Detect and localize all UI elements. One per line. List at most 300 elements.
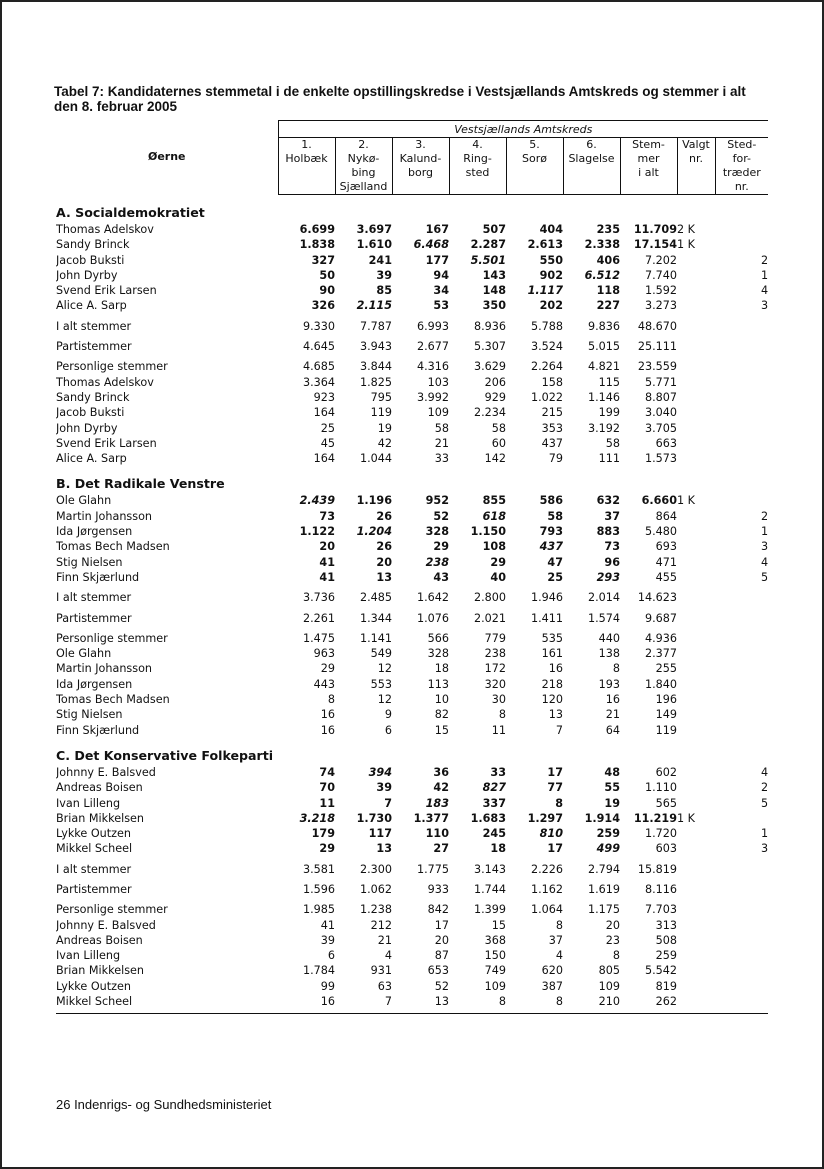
- value-cell: 2.287: [470, 238, 506, 252]
- personal-row: [56, 436, 768, 451]
- candidate-name: John Dyrby: [56, 421, 118, 435]
- value-cell: 238: [425, 555, 449, 569]
- sted-cell: 1: [760, 525, 769, 539]
- candidate-name: Andreas Boisen: [56, 781, 143, 795]
- header-col-6: [563, 138, 620, 195]
- candidate-name: Svend Erik Larsen: [56, 284, 157, 298]
- value-cell: 320: [484, 677, 506, 691]
- table-body: [56, 195, 768, 1014]
- valgt-cell: [677, 646, 715, 661]
- value-cell: 902: [539, 268, 563, 282]
- value-cell: 4: [555, 949, 563, 963]
- sted-cell: [715, 994, 768, 1009]
- value-cell: 20: [434, 933, 449, 947]
- value-cell: 183: [425, 796, 449, 810]
- value-cell: 30: [491, 693, 506, 707]
- value-cell: 328: [427, 647, 449, 661]
- header-col-line: [279, 180, 335, 194]
- total-cell: 7.740: [644, 268, 677, 282]
- valgt-cell: [677, 979, 715, 994]
- value-cell: 931: [370, 964, 392, 978]
- value-cell: 1.150: [470, 525, 506, 539]
- value-cell: 632: [596, 494, 620, 508]
- value-cell: 1.596: [302, 882, 335, 896]
- value-cell: 241: [368, 253, 392, 267]
- value-cell: 73: [319, 509, 335, 523]
- value-cell: 52: [434, 979, 449, 993]
- total-cell: 3.040: [644, 406, 677, 420]
- value-cell: 4: [384, 949, 392, 963]
- personal-row: [56, 963, 768, 978]
- candidate-row: [56, 268, 768, 283]
- value-cell: 8: [498, 995, 506, 1009]
- total-cell: 1.110: [644, 781, 677, 795]
- valgt-cell: [677, 283, 715, 298]
- table-bottom-rule: [56, 1009, 768, 1014]
- value-cell: 586: [539, 494, 563, 508]
- candidate-name: Stig Nielsen: [56, 555, 123, 569]
- value-cell: 18: [434, 662, 449, 676]
- party-name: A. Socialdemokratiet: [56, 205, 205, 220]
- i-alt-row: [56, 862, 768, 877]
- value-cell: 26: [376, 509, 392, 523]
- value-cell: 212: [370, 918, 392, 932]
- personal-row: [56, 405, 768, 420]
- candidate-row: [56, 524, 768, 539]
- value-cell: 5.788: [530, 319, 563, 333]
- header-col-line: Stem-: [632, 138, 665, 151]
- candidate-row: [56, 780, 768, 795]
- sted-cell: [715, 436, 768, 451]
- value-cell: 19: [377, 421, 392, 435]
- value-cell: 293: [596, 570, 620, 584]
- header-col-line: 6.: [586, 138, 597, 151]
- value-cell: 79: [548, 452, 563, 466]
- value-cell: 2.261: [302, 611, 335, 625]
- value-cell: 29: [319, 842, 335, 856]
- header-row-label: Øerne: [147, 149, 186, 163]
- value-cell: 507: [482, 223, 506, 236]
- sted-cell: [715, 902, 768, 917]
- value-cell: 206: [484, 375, 506, 389]
- value-cell: 113: [427, 677, 449, 691]
- valgt-cell: 1 K: [677, 494, 696, 508]
- value-cell: 99: [320, 979, 335, 993]
- value-cell: 779: [484, 631, 506, 645]
- valgt-cell: [677, 570, 715, 585]
- value-cell: 167: [425, 223, 449, 236]
- row-label: I alt stemmer: [56, 862, 132, 876]
- value-cell: 40: [490, 570, 506, 584]
- total-cell: 17.154: [633, 238, 677, 252]
- value-cell: 394: [368, 765, 392, 779]
- sted-cell: 1: [760, 827, 769, 841]
- value-cell: 138: [598, 647, 620, 661]
- value-cell: 2.234: [473, 406, 506, 420]
- header-col-line: Holbæk: [285, 152, 328, 165]
- value-cell: 1.784: [302, 964, 335, 978]
- sted-cell: 4: [760, 284, 769, 298]
- value-cell: 37: [604, 509, 620, 523]
- value-cell: 11: [319, 796, 335, 810]
- total-cell: 11.709: [633, 223, 677, 236]
- valgt-cell: [677, 933, 715, 948]
- value-cell: 353: [541, 421, 563, 435]
- value-cell: 55: [604, 781, 620, 795]
- value-cell: 29: [433, 540, 449, 554]
- sted-cell: [715, 375, 768, 390]
- value-cell: 326: [311, 299, 335, 313]
- value-cell: 327: [311, 253, 335, 267]
- value-cell: 11: [491, 723, 506, 737]
- value-cell: 179: [311, 827, 335, 841]
- candidate-name: Brian Mikkelsen: [56, 964, 144, 978]
- header-col-line: [450, 180, 506, 194]
- total-cell: 2.377: [644, 647, 677, 661]
- value-cell: 90: [319, 284, 335, 298]
- row-label: Partistemmer: [56, 611, 132, 625]
- valgt-cell: [677, 796, 715, 811]
- candidate-name: Sandy Brinck: [56, 238, 130, 252]
- header-col-line: Sjælland: [339, 180, 388, 193]
- total-cell: 25.111: [637, 340, 677, 354]
- value-cell: 1.475: [302, 631, 335, 645]
- value-cell: 3.218: [299, 811, 335, 825]
- value-cell: 150: [484, 949, 506, 963]
- candidate-name: Sandy Brinck: [56, 390, 130, 404]
- value-cell: 16: [320, 708, 335, 722]
- personal-row: [56, 375, 768, 390]
- value-cell: 1.064: [530, 903, 563, 917]
- value-cell: 111: [598, 452, 620, 466]
- value-cell: 437: [541, 436, 563, 450]
- value-cell: 64: [605, 723, 620, 737]
- value-cell: 13: [376, 842, 392, 856]
- sted-cell: [715, 590, 768, 605]
- header-col-line: Slagelse: [568, 152, 615, 165]
- valgt-cell: [677, 390, 715, 405]
- value-cell: 50: [319, 268, 335, 282]
- value-cell: 13: [434, 995, 449, 1009]
- header-col-line: bing: [351, 166, 376, 179]
- header-col-line: [621, 180, 677, 194]
- header-col-line: Sorø: [522, 152, 547, 165]
- value-cell: 963: [313, 647, 335, 661]
- value-cell: 550: [539, 253, 563, 267]
- value-cell: 8: [612, 662, 620, 676]
- value-cell: 2.800: [473, 591, 506, 605]
- value-cell: 60: [491, 436, 506, 450]
- value-cell: 6: [327, 949, 335, 963]
- candidate-name: Finn Skjærlund: [56, 723, 140, 737]
- value-cell: 7: [384, 995, 392, 1009]
- total-cell: 8.807: [644, 390, 677, 404]
- value-cell: 36: [433, 765, 449, 779]
- total-cell: 259: [655, 949, 677, 963]
- candidate-name: Ivan Lilleng: [56, 796, 121, 810]
- sted-cell: [715, 963, 768, 978]
- valgt-cell: [677, 677, 715, 692]
- personal-row: [56, 646, 768, 661]
- header-col-line: 3.: [415, 138, 426, 151]
- party-name: B. Det Radikale Venstre: [56, 476, 225, 492]
- value-cell: 119: [370, 406, 392, 420]
- header-col-line: [507, 180, 563, 194]
- personal-row: [56, 723, 768, 738]
- value-cell: 2.300: [359, 862, 392, 876]
- personal-row: [56, 918, 768, 933]
- value-cell: 39: [376, 781, 392, 795]
- value-cell: 2.264: [530, 360, 563, 374]
- value-cell: 25: [320, 421, 335, 435]
- valgt-cell: [677, 963, 715, 978]
- valgt-cell: [677, 780, 715, 795]
- candidate-name: Brian Mikkelsen: [56, 811, 144, 825]
- total-cell: 3.273: [644, 299, 677, 313]
- sted-cell: [715, 661, 768, 676]
- value-cell: 6.993: [416, 319, 449, 333]
- value-cell: 34: [433, 284, 449, 298]
- sted-cell: [715, 882, 768, 897]
- header-col-7: [620, 138, 677, 195]
- value-cell: 1.610: [356, 238, 392, 252]
- personal-row: [56, 692, 768, 707]
- value-cell: 47: [547, 555, 563, 569]
- value-cell: 952: [425, 494, 449, 508]
- value-cell: 1.117: [527, 284, 563, 298]
- sted-cell: [715, 862, 768, 877]
- value-cell: 2.439: [299, 494, 335, 508]
- sted-cell: [715, 631, 768, 646]
- value-cell: 1.122: [299, 525, 335, 539]
- header-col-line: Valgt: [682, 138, 710, 151]
- candidate-row: [56, 841, 768, 856]
- candidate-name: Ole Glahn: [56, 647, 112, 661]
- i-alt-row: [56, 319, 768, 334]
- header-col-line: 5.: [529, 138, 540, 151]
- value-cell: 1.297: [527, 811, 563, 825]
- value-cell: 29: [320, 662, 335, 676]
- value-cell: 96: [604, 555, 620, 569]
- row-label: Partistemmer: [56, 882, 132, 896]
- value-cell: 202: [539, 299, 563, 313]
- value-cell: 9: [384, 708, 392, 722]
- header-col-8: [677, 138, 715, 195]
- sted-cell: [715, 339, 768, 354]
- row-label: Personlige stemmer: [56, 903, 168, 917]
- value-cell: 535: [541, 631, 563, 645]
- header-col-line: Nykø-: [347, 152, 380, 165]
- valgt-cell: 1 K: [677, 811, 696, 825]
- value-cell: 109: [598, 979, 620, 993]
- value-cell: 7.787: [359, 319, 392, 333]
- value-cell: 8: [555, 918, 563, 932]
- value-cell: 58: [434, 421, 449, 435]
- value-cell: 21: [377, 933, 392, 947]
- valgt-cell: 2 K: [677, 223, 696, 236]
- value-cell: 20: [319, 540, 335, 554]
- sted-cell: [715, 493, 768, 508]
- value-cell: 1.683: [470, 811, 506, 825]
- total-cell: 819: [655, 979, 677, 993]
- value-cell: 2.338: [584, 238, 620, 252]
- total-cell: 1.840: [644, 677, 677, 691]
- sted-cell: [715, 405, 768, 420]
- value-cell: 19: [604, 796, 620, 810]
- row-label: I alt stemmer: [56, 591, 132, 605]
- value-cell: 4.685: [302, 360, 335, 374]
- value-cell: 23: [605, 933, 620, 947]
- value-cell: 148: [482, 284, 506, 298]
- row-label: Partistemmer: [56, 340, 132, 354]
- value-cell: 5.015: [587, 340, 620, 354]
- total-cell: 508: [655, 933, 677, 947]
- value-cell: 805: [598, 964, 620, 978]
- value-cell: 10: [434, 693, 449, 707]
- sted-cell: 4: [760, 555, 769, 569]
- row-label: I alt stemmer: [56, 319, 132, 333]
- header-col-line: nr.: [734, 180, 749, 193]
- value-cell: 17: [547, 765, 563, 779]
- value-cell: 810: [539, 827, 563, 841]
- valgt-cell: 1 K: [677, 238, 696, 252]
- value-cell: 41: [319, 570, 335, 584]
- value-cell: 883: [596, 525, 620, 539]
- value-cell: 235: [596, 223, 620, 236]
- header-col-line: 4.: [472, 138, 483, 151]
- sted-cell: 2: [760, 253, 769, 267]
- sted-cell: 1: [760, 268, 769, 282]
- value-cell: 3.524: [530, 340, 563, 354]
- value-cell: 1.730: [356, 811, 392, 825]
- value-cell: 3.143: [473, 862, 506, 876]
- value-cell: 2.794: [587, 862, 620, 876]
- value-cell: 1.985: [302, 903, 335, 917]
- candidate-name: Ole Glahn: [56, 494, 112, 508]
- total-cell: 14.623: [637, 591, 677, 605]
- value-cell: 16: [605, 693, 620, 707]
- value-cell: 440: [598, 631, 620, 645]
- value-cell: 58: [547, 509, 563, 523]
- valgt-cell: [677, 451, 715, 466]
- value-cell: 58: [605, 436, 620, 450]
- total-cell: 8.116: [644, 882, 677, 896]
- value-cell: 7: [384, 796, 392, 810]
- value-cell: 53: [433, 299, 449, 313]
- candidate-name: John Dyrby: [56, 268, 118, 282]
- valgt-cell: [677, 298, 715, 313]
- value-cell: 1.044: [359, 452, 392, 466]
- value-cell: 33: [490, 765, 506, 779]
- personal-row: [56, 933, 768, 948]
- value-cell: 164: [313, 452, 335, 466]
- value-cell: 87: [434, 949, 449, 963]
- total-cell: 864: [655, 509, 677, 523]
- value-cell: 2.014: [587, 591, 620, 605]
- value-cell: 1.141: [359, 631, 392, 645]
- sted-cell: [715, 677, 768, 692]
- value-cell: 16: [320, 723, 335, 737]
- header-col-line: Kalund-: [399, 152, 442, 165]
- total-cell: 602: [655, 765, 677, 779]
- value-cell: 3.992: [416, 390, 449, 404]
- value-cell: 17: [434, 918, 449, 932]
- value-cell: 653: [427, 964, 449, 978]
- valgt-cell: [677, 539, 715, 554]
- valgt-cell: [677, 319, 715, 334]
- value-cell: 2.613: [527, 238, 563, 252]
- value-cell: 41: [319, 555, 335, 569]
- header-col-line: Sted-: [727, 138, 757, 151]
- value-cell: 923: [313, 390, 335, 404]
- header-col-line: træder: [722, 166, 761, 179]
- sted-cell: [715, 918, 768, 933]
- value-cell: 1.344: [359, 611, 392, 625]
- value-cell: 793: [539, 525, 563, 539]
- candidate-name: Jacob Buksti: [56, 406, 125, 420]
- header-columns-row: [56, 138, 768, 195]
- value-cell: 1.076: [416, 611, 449, 625]
- sted-cell: [715, 237, 768, 252]
- header-col-line: [279, 166, 335, 180]
- header-col-1: [278, 138, 335, 195]
- total-cell: 15.819: [637, 862, 677, 876]
- sted-cell: 2: [760, 509, 769, 523]
- total-cell: 5.542: [644, 964, 677, 978]
- value-cell: 350: [482, 299, 506, 313]
- value-cell: 108: [482, 540, 506, 554]
- valgt-cell: [677, 436, 715, 451]
- header-col-line: [564, 166, 620, 180]
- value-cell: 12: [377, 662, 392, 676]
- value-cell: 1.399: [473, 903, 506, 917]
- value-cell: 437: [539, 540, 563, 554]
- value-cell: 1.175: [587, 903, 620, 917]
- value-cell: 52: [433, 509, 449, 523]
- total-cell: 48.670: [637, 319, 677, 333]
- value-cell: 18: [490, 842, 506, 856]
- value-cell: 1.775: [416, 862, 449, 876]
- value-cell: 8: [327, 693, 335, 707]
- sted-cell: [715, 421, 768, 436]
- personal-row: [56, 994, 768, 1009]
- candidate-name: Alice A. Sarp: [56, 452, 127, 466]
- value-cell: 21: [605, 708, 620, 722]
- sted-cell: [715, 359, 768, 374]
- candidate-row: [56, 765, 768, 780]
- value-cell: 9.330: [302, 319, 335, 333]
- value-cell: 4.316: [416, 360, 449, 374]
- candidate-row: [56, 555, 768, 570]
- value-cell: 1.162: [530, 882, 563, 896]
- value-cell: 15: [491, 918, 506, 932]
- value-cell: 42: [433, 781, 449, 795]
- value-cell: 620: [541, 964, 563, 978]
- value-cell: 43: [433, 570, 449, 584]
- valgt-cell: [677, 826, 715, 841]
- valgt-cell: [677, 339, 715, 354]
- value-cell: 8: [555, 796, 563, 810]
- value-cell: 1.238: [359, 903, 392, 917]
- value-cell: 3.629: [473, 360, 506, 374]
- candidate-row: [56, 570, 768, 585]
- value-cell: 13: [548, 708, 563, 722]
- value-cell: 553: [370, 677, 392, 691]
- value-cell: 5.307: [473, 340, 506, 354]
- value-cell: 37: [548, 933, 563, 947]
- value-cell: 77: [547, 781, 563, 795]
- value-cell: 259: [596, 827, 620, 841]
